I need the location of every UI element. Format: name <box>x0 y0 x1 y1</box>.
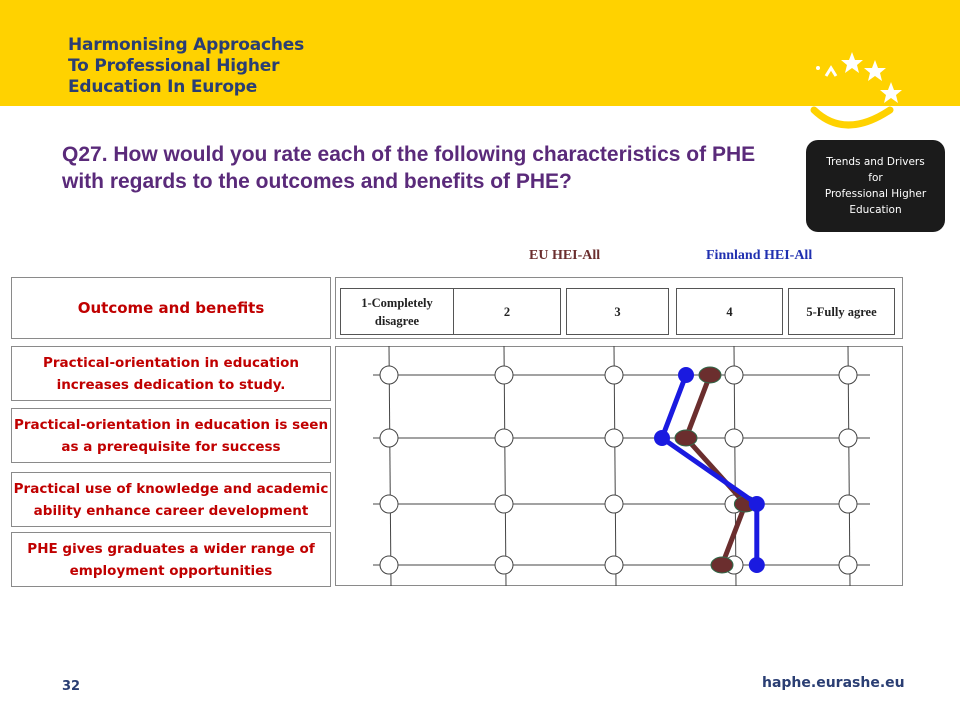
series-2-point-4 <box>749 557 765 573</box>
scale-point-r2-c5 <box>839 429 857 447</box>
scale-point-r4-c1 <box>380 556 398 574</box>
trends-drivers-box <box>806 140 945 232</box>
scale-point-r4-c5 <box>839 556 857 574</box>
scale-label-4: 4 <box>676 288 783 335</box>
row-label-2: Practical-orientation in education is seen as a prerequisite for success <box>11 408 331 463</box>
trends-line-3: Professional Higher <box>824 188 927 200</box>
row-label-4: PHE gives graduates a wider range of employment opportunities <box>11 532 331 587</box>
series-1-point-4 <box>711 557 733 573</box>
series-2-point-1 <box>678 367 694 383</box>
scale-point-r4-c3 <box>605 556 623 574</box>
scale-point-r2-c4 <box>725 429 743 447</box>
rating-chart <box>335 346 903 586</box>
scale-label-5: 5-Fully agree <box>788 288 895 335</box>
page-title: Q27. How would you rate each of the following characteristics of PHE with regards to the outcomes and benefits of PHE? <box>62 143 756 193</box>
scale-point-r3-c3 <box>605 495 623 513</box>
series-line-2 <box>662 375 757 565</box>
scale-point-r3-c2 <box>495 495 513 513</box>
brand-line-3: Education In Europe <box>68 77 258 97</box>
trends-line-1: Trends and Drivers <box>826 156 925 168</box>
scale-point-r2-c3 <box>605 429 623 447</box>
series-2-point-2 <box>654 430 670 446</box>
scale-point-r1-c1 <box>380 366 398 384</box>
scale-point-r1-c3 <box>605 366 623 384</box>
page-number: 32 <box>62 679 81 694</box>
series-1-point-2 <box>675 430 697 446</box>
scale-point-r4-c2 <box>495 556 513 574</box>
scale-point-r3-c1 <box>380 495 398 513</box>
brand-line-1: Harmonising Approaches <box>68 35 304 55</box>
legend-eu-hei-all: EU HEI-All <box>529 248 601 263</box>
brand-line-2: To Professional Higher <box>68 56 280 76</box>
scale-label-3: 3 <box>566 288 669 335</box>
row-label-1: Practical-orientation in education increases dedication to study. <box>11 346 331 401</box>
scale-point-r1-c4 <box>725 366 743 384</box>
series-2-point-3 <box>749 496 765 512</box>
scale-point-r1-c2 <box>495 366 513 384</box>
eu-stars-logo-icon <box>800 40 920 140</box>
scale-label-1: 1-Completely disagree <box>340 288 454 335</box>
site-url: haphe.eurashe.eu <box>762 675 905 691</box>
row-label-3: Practical use of knowledge and academic ability enhance career development <box>11 472 331 527</box>
trends-line-2: for <box>868 172 883 184</box>
scale-point-r2-c2 <box>495 429 513 447</box>
scale-point-r2-c1 <box>380 429 398 447</box>
scale-point-r1-c5 <box>839 366 857 384</box>
trends-line-4: Education <box>849 204 902 216</box>
outcome-header: Outcome and benefits <box>11 277 331 339</box>
scale-point-r3-c5 <box>839 495 857 513</box>
legend-finland-hei-all: Finnland HEI-All <box>706 248 813 263</box>
series-line-1 <box>686 375 745 565</box>
series-1-point-1 <box>699 367 721 383</box>
scale-label-2: 2 <box>453 288 561 335</box>
